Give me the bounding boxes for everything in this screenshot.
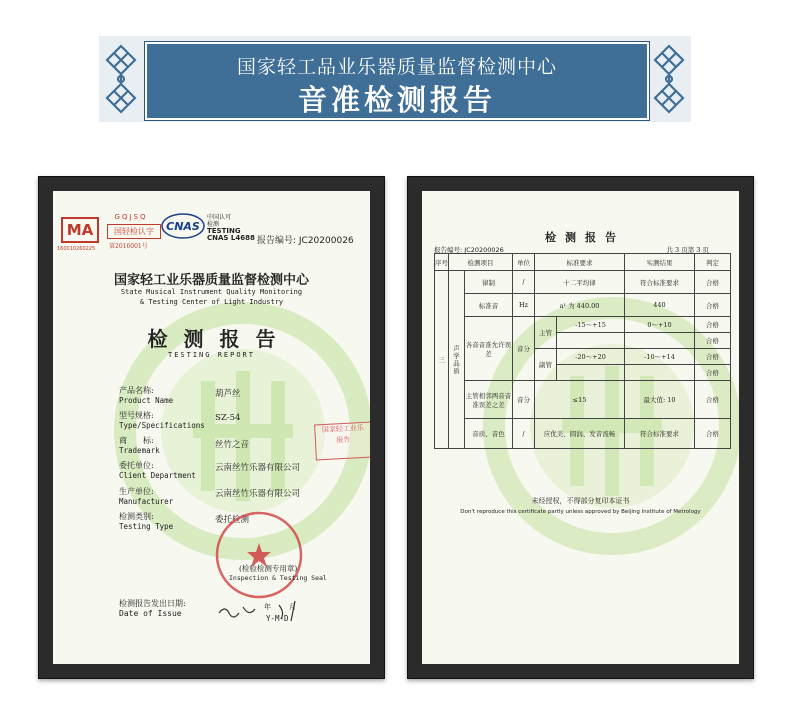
issue-year-char: 年 bbox=[264, 603, 271, 611]
cell: -20～+20 bbox=[557, 349, 625, 365]
gqjsq-name: 国轻检认字 bbox=[107, 224, 161, 239]
ma-logo: MA bbox=[61, 217, 99, 243]
org-en-line1: State Musical Instrument Quality Monitoring bbox=[120, 288, 303, 296]
cell: 各音音准允许误差 bbox=[465, 317, 513, 381]
table-row bbox=[435, 271, 731, 294]
cell: 十二平均律 bbox=[535, 271, 625, 294]
cell bbox=[557, 365, 625, 381]
cell: 440 bbox=[625, 294, 695, 317]
seal-label: (检验检测专用章) bbox=[239, 564, 298, 573]
cell: 音分 bbox=[513, 317, 535, 381]
field-value: SZ-54 bbox=[215, 413, 241, 423]
cell: 合格 bbox=[695, 365, 731, 381]
report-content bbox=[422, 191, 739, 664]
report-frame bbox=[407, 176, 754, 679]
cnas-text bbox=[207, 214, 255, 242]
cell: 音质、音色 bbox=[465, 419, 513, 449]
header-banner bbox=[99, 36, 691, 122]
table-header-row bbox=[435, 254, 731, 271]
report-page-title: 检测报告 bbox=[545, 231, 625, 244]
certificate-frame bbox=[38, 176, 385, 679]
report-page-count: 共 3 页第 3 页 bbox=[666, 246, 709, 254]
col-header: 实测结果 bbox=[625, 254, 695, 271]
table-row bbox=[435, 317, 731, 333]
col-header: 检测项目 bbox=[449, 254, 513, 271]
cell: a¹ 为 440.00 bbox=[535, 294, 625, 317]
cell: 合格 bbox=[695, 381, 731, 419]
table-row bbox=[435, 294, 731, 317]
col-header: 序号 bbox=[435, 254, 449, 271]
cell bbox=[625, 365, 695, 381]
organization-name-en bbox=[53, 287, 370, 307]
cell: 符合标准要求 bbox=[625, 271, 695, 294]
side-stamp: 国家轻工业乐 报告 bbox=[314, 422, 370, 461]
cnas-logo-icon bbox=[161, 213, 205, 239]
table-row bbox=[435, 381, 731, 419]
col-header: 标准要求 bbox=[535, 254, 625, 271]
organization-name-cn: 国家轻工业乐器质量监督检测中心 bbox=[113, 273, 309, 288]
field-label: 委托单位: Client Department bbox=[119, 461, 196, 480]
report-title-cn: 检测报告 bbox=[147, 327, 292, 351]
cell: 音分 bbox=[513, 381, 535, 419]
cell: 主管相邻两音音准误差之差 bbox=[465, 381, 513, 419]
col-header: 判定 bbox=[695, 254, 731, 271]
issue-month-char: 月 bbox=[289, 603, 296, 611]
endless-knot-icon bbox=[101, 40, 141, 118]
gqjsq-letters: GQJSQ bbox=[114, 213, 148, 221]
banner-title: 音准检测报告 bbox=[297, 83, 496, 117]
cell: 合格 bbox=[695, 294, 731, 317]
field-value: 云南丝竹乐器有限公司 bbox=[215, 463, 301, 473]
cell: 标准音 bbox=[465, 294, 513, 317]
report-footer-cn: 未经授权，不得部分复印本证书 bbox=[531, 497, 630, 505]
cnas-line4: CNAS L4688 bbox=[207, 234, 255, 242]
ma-number: 160010260225 bbox=[57, 246, 96, 252]
cell: 合格 bbox=[695, 349, 731, 365]
cell: 0～+10 bbox=[625, 317, 695, 333]
certificate-report-number: 报告编号: JC20200026 bbox=[257, 236, 354, 246]
certificate-content bbox=[53, 191, 370, 664]
cnas-line3: TESTING bbox=[207, 227, 241, 235]
cell: 副管 bbox=[535, 349, 557, 381]
cell: -10～+14 bbox=[625, 349, 695, 365]
issue-date-label: 检测报告发出日期: Date of Issue bbox=[119, 599, 186, 618]
cell: 合格 bbox=[695, 317, 731, 333]
section-number: 三 bbox=[435, 271, 449, 449]
issue-date-format: Y-M-D bbox=[266, 614, 289, 623]
cell: Hz bbox=[513, 294, 535, 317]
cell: / bbox=[513, 271, 535, 294]
field-value: 葫芦丝 bbox=[215, 389, 241, 399]
field-value: 丝竹之音 bbox=[215, 440, 250, 450]
cnas-logo-text: CNAS bbox=[166, 220, 200, 233]
field-label: 型号规格: Type/Specifications bbox=[119, 411, 205, 430]
cell: 合格 bbox=[695, 419, 731, 449]
col-header: 单位 bbox=[513, 254, 535, 271]
report-page-number-id: 报告编号: JC20200026 bbox=[434, 246, 504, 254]
official-seal-icon bbox=[213, 509, 305, 601]
cell: / bbox=[513, 419, 535, 449]
field-label: 检测类别: Testing Type bbox=[119, 512, 174, 531]
banner-subtitle: 国家轻工品业乐器质量监督检测中心 bbox=[236, 56, 557, 78]
report-paper bbox=[422, 191, 739, 664]
cell bbox=[557, 333, 625, 349]
certificate-paper bbox=[53, 191, 370, 664]
endless-knot-icon bbox=[649, 40, 689, 118]
section-name: 声学品质 bbox=[449, 271, 465, 449]
gqjsq-number: 第2016001号 bbox=[109, 243, 148, 250]
report-footer-en: Don't reproduce this certificate partly unless approved by Beijing Institute of Metrology bbox=[460, 509, 701, 515]
cell: ≤15 bbox=[535, 381, 625, 419]
cell bbox=[625, 333, 695, 349]
cnas-line1: 中国认可 bbox=[207, 214, 232, 221]
report-title-en: TESTING REPORT bbox=[167, 351, 255, 359]
cell: 合格 bbox=[695, 271, 731, 294]
cnas-line2: 检测 bbox=[207, 221, 220, 228]
field-value: 委托检测 bbox=[215, 515, 250, 525]
field-label: 商 标: Trademark bbox=[119, 436, 160, 455]
cell: 符合标准要求 bbox=[625, 419, 695, 449]
cell: 主管 bbox=[535, 317, 557, 349]
field-label: 产品名称: Product Name bbox=[119, 386, 174, 405]
seal-label-en: Inspection & Testing Seal bbox=[229, 574, 327, 582]
banner-title-box bbox=[145, 42, 649, 120]
field-label: 生产单位: Manufacturer bbox=[119, 487, 174, 506]
cell: 应优美、圆润、发音流畅 bbox=[535, 419, 625, 449]
org-en-line2: & Testing Center of Light Industry bbox=[139, 298, 284, 306]
cell: 合格 bbox=[695, 333, 731, 349]
table-row bbox=[435, 419, 731, 449]
cell: 最大值: 10 bbox=[625, 381, 695, 419]
cell: 律制 bbox=[465, 271, 513, 294]
cell: -15～+15 bbox=[557, 317, 625, 333]
results-table bbox=[434, 253, 731, 449]
field-value: 云南丝竹乐器有限公司 bbox=[215, 489, 301, 499]
